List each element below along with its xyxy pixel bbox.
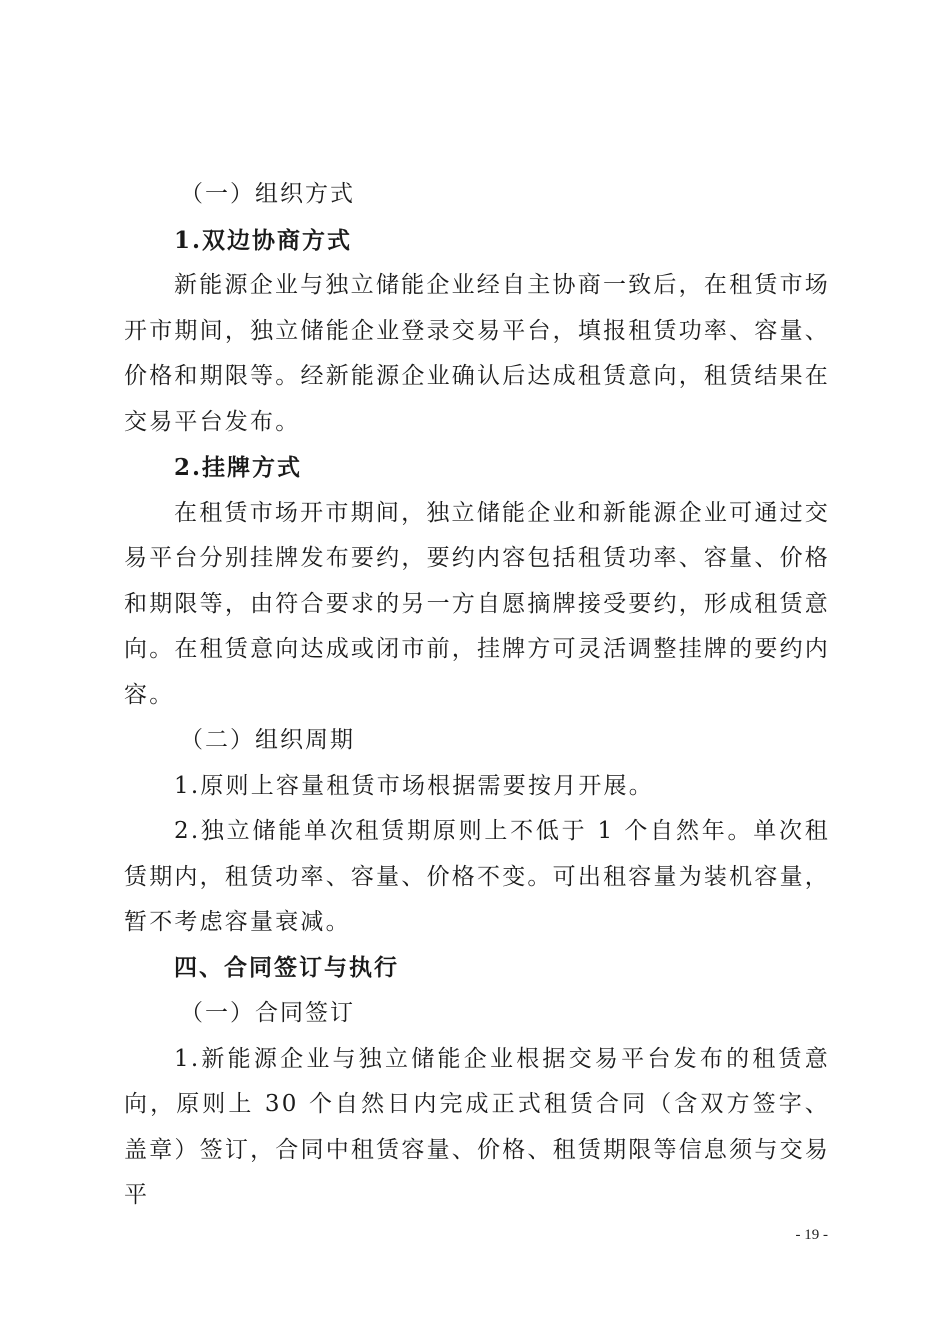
paragraph-listing-method: 在租赁市场开市期间，独立储能企业和新能源企业可通过交易平台分别挂牌发布要约，要约内容包括租赁功率、容量、价格和期限等，由符合要求的另一方自愿摘牌接受要约，形成租赁意向。在租赁意向达成或闭市前，挂牌方可灵活调整挂牌的要约内容。 xyxy=(124,499,830,708)
paragraph-bilateral-negotiation: 新能源企业与独立储能企业经自主协商一致后，在租赁市场开市期间，独立储能企业登录交易平台，填报租赁功率、容量、价格和期限等。经新能源企业确认后达成租赁意向，租赁结果在交易平台发布。 xyxy=(124,272,830,435)
item-heading-listing-method: 2.挂牌方式 xyxy=(174,454,303,481)
paragraph-monthly-market: 1.原则上容量租赁市场根据需要按月开展。 xyxy=(174,772,654,799)
paragraph-lease-period: 2.独立储能单次租赁期原则上不低于 1 个自然年。单次租赁期内，租赁功率、容量、价格不变。可出租容量为装机容量，暂不考虑容量衰减。 xyxy=(124,818,830,935)
subsection-heading-organization-cycle: （二）组织周期 xyxy=(180,727,355,753)
subsection-heading-organization-method: （一）组织方式 xyxy=(180,181,355,207)
paragraph-contract-signing: 1.新能源企业与独立储能企业根据交易平台发布的租赁意向，原则上 30 个自然日内完成正式租赁合同（含双方签字、盖章）签订，合同中租赁容量、价格、租赁期限等信息须与交易平 xyxy=(124,1045,830,1208)
document-body xyxy=(124,172,830,1219)
page-number: - 19 - xyxy=(795,1227,828,1243)
item-heading-bilateral-negotiation: 1.双边协商方式 xyxy=(174,226,353,254)
section-heading-contract: 四、合同签订与执行 xyxy=(174,954,399,981)
subsection-heading-contract-signing: （一）合同签订 xyxy=(180,1000,355,1026)
